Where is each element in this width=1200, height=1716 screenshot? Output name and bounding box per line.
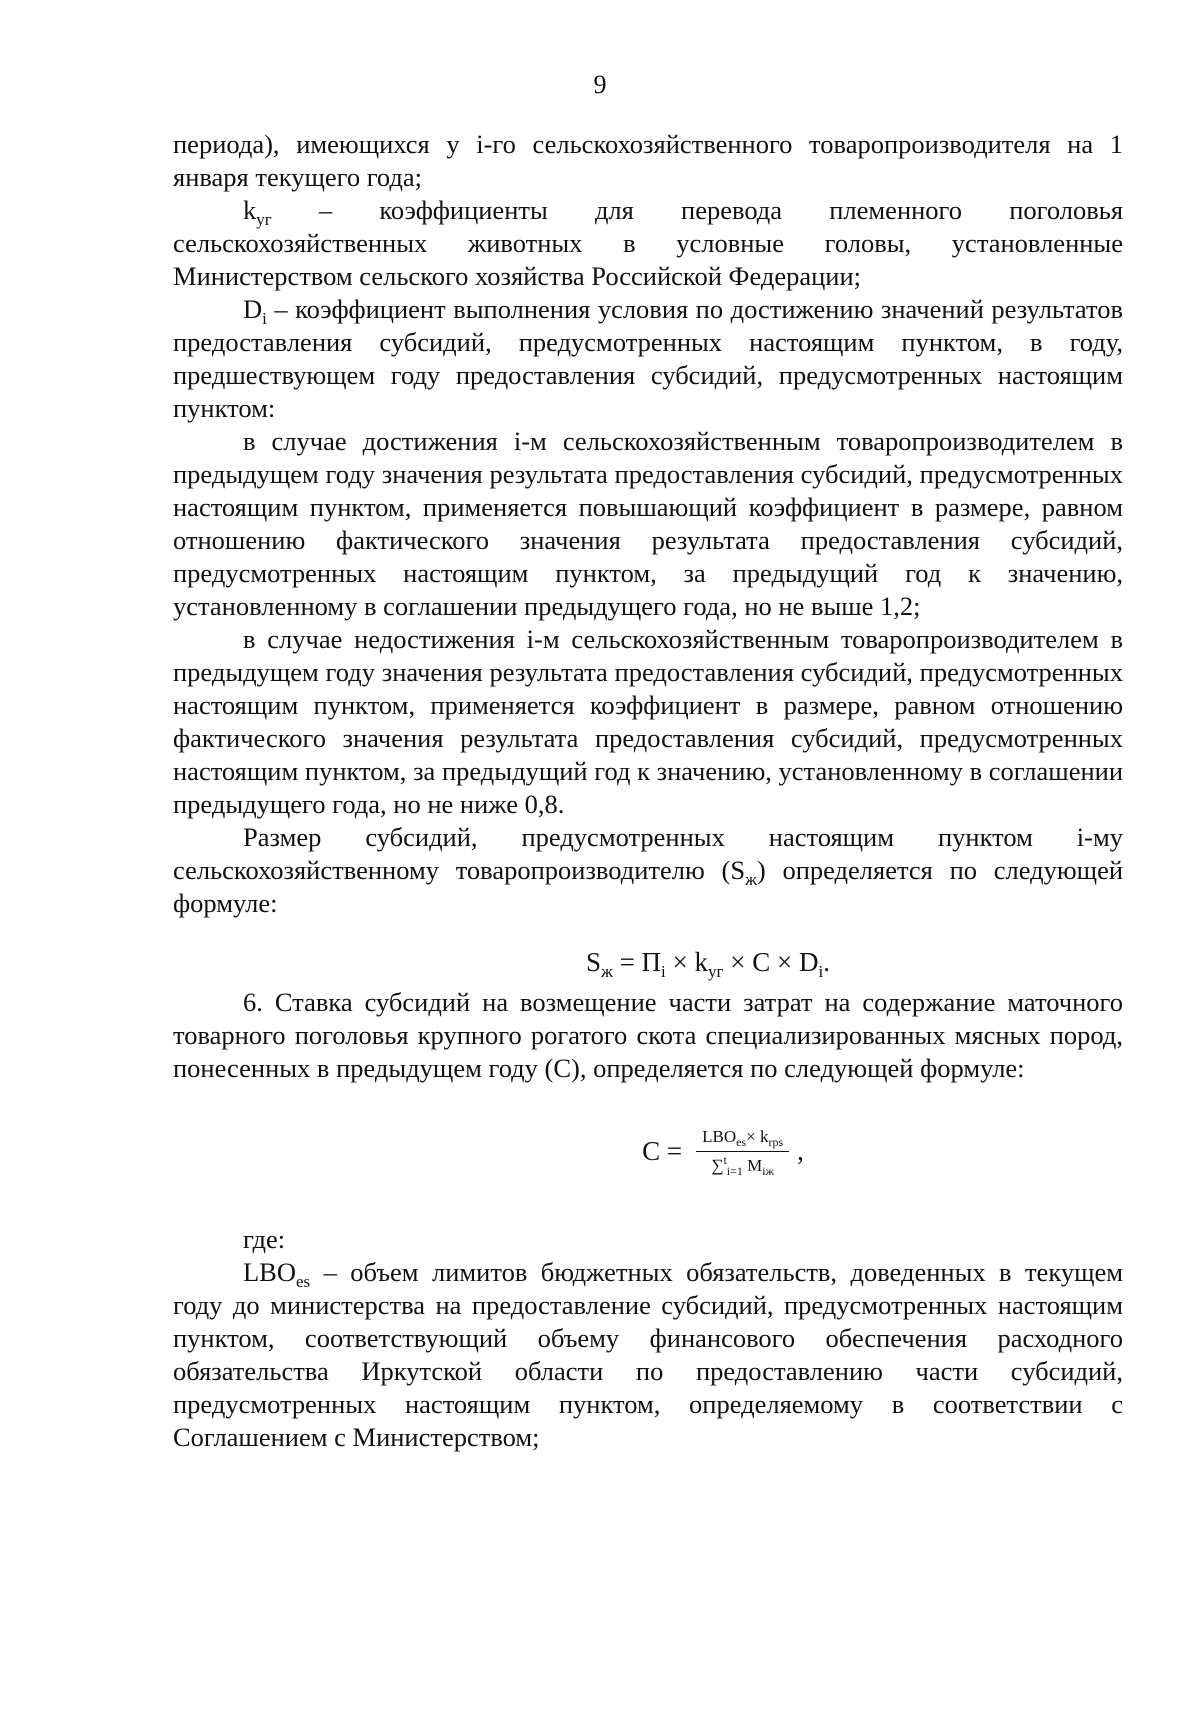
kyg-definition-text: – коэффициенты для перевода племенного поголовья сельскохозяйственных животных в условные головы, установленные Министерством сельского хозяйства Российской Федерации; bbox=[173, 195, 1124, 291]
paragraph-di-definition bbox=[173, 293, 1123, 425]
formula-s-zh: $S_ж = П_i \times k_{уг} \times C \times D_i$. bbox=[586, 947, 830, 981]
paragraph-achievement: в случае достижения i-м сельскохозяйственным товаропроизводителем в предыдущем году значения результата предоставления субсидий, предусмотренных настоящим пунктом, применяется повышающий коэффициент в размере, равном отношению фактического значения результата предоставления субсидий, предусмотренных настоящим пунктом, за предыдущий год к значению, установленному в соглашении предыдущего года, но не выше 1,2; bbox=[173, 426, 1123, 621]
paragraph-continuation: периода), имеющихся у i-го сельскохозяйственного товаропроизводителя на 1 января текущего года; bbox=[173, 129, 1123, 192]
page-number: 9 bbox=[593, 70, 607, 99]
subscript-i: i bbox=[262, 309, 267, 328]
paragraph-non-achievement: в случае недостижения i-м сельскохозяйственным товаропроизводителем в предыдущем году значения результата предоставления субсидий, предусмотренных настоящим пунктом, применяется коэффициент в размере, равном отношению фактического значения результата предоставления субсидий, предусмотренных настоящим пунктом, за предыдущий год к значению, установленному в соглашении предыдущего года, но не ниже 0,8. bbox=[173, 624, 1123, 819]
formula-c: C = $\frac{LBO_{es}\times k_{rps}}{\sum^t_{i=1} M_{iж}}$ , bbox=[642, 1126, 804, 1178]
subscript-yg: уг bbox=[256, 210, 272, 229]
document-body bbox=[173, 128, 1123, 1454]
paragraph-subsidy-size: Размер субсидий, предусмотренных настоящим пунктом i-му сельскохозяйственному товаропроизводителю $(S_ж)$ определяется по следующей формуле: bbox=[173, 822, 1124, 918]
fraction-denominator: ∑$^t_{i=1}$ $M_{iж}$ bbox=[711, 1152, 774, 1178]
di-definition-text: – коэффициент выполнения условия по достижению значений результатов предоставления субсидий, предусмотренных настоящим пунктом, в году, предшествующем году предоставления субсидий, предусмотренных настоящим пунктом: bbox=[173, 294, 1123, 423]
subsidy-size-text: Размер субсидий, предусмотренных настоящим пунктом i-му сельскохозяйственному товаропроизводителю bbox=[173, 822, 1123, 885]
paragraph-where: где: bbox=[243, 1224, 286, 1254]
symbol-d: D bbox=[243, 294, 263, 324]
formula-c-fraction bbox=[696, 1125, 789, 1178]
paragraph-kyg-definition bbox=[173, 194, 1123, 293]
subscript-es: es bbox=[296, 1272, 311, 1291]
lbo-definition-text: – объем лимитов бюджетных обязательств, доведенных в текущем году до министерства на предоставление субсидий, предусмотренных настоящим пунктом, соответствующий объему финансового обеспечения расходного обязательства Иркутской области по предоставлению части субсидий, предусмотренных настоящим пунктом, определяемому в соответствии с Соглашением с Министерством; bbox=[173, 1257, 1124, 1452]
symbol-lbo: LBO bbox=[243, 1257, 296, 1287]
paragraph-item-6: 6. Ставка субсидий на возмещение части затрат на содержание маточного товарного поголовья крупного рогатого скота специализированных мясных пород, понесенных в предыдущем году (С), определяется по следующей формуле: bbox=[173, 987, 1123, 1083]
subsidy-size-text-end: определяется по следующей формуле: bbox=[173, 855, 1124, 918]
fraction-numerator: $LBO_{es}\times k_{rps}$ bbox=[696, 1125, 789, 1152]
paragraph-lbo-definition bbox=[173, 1256, 1123, 1454]
symbol-k: k bbox=[243, 195, 257, 225]
